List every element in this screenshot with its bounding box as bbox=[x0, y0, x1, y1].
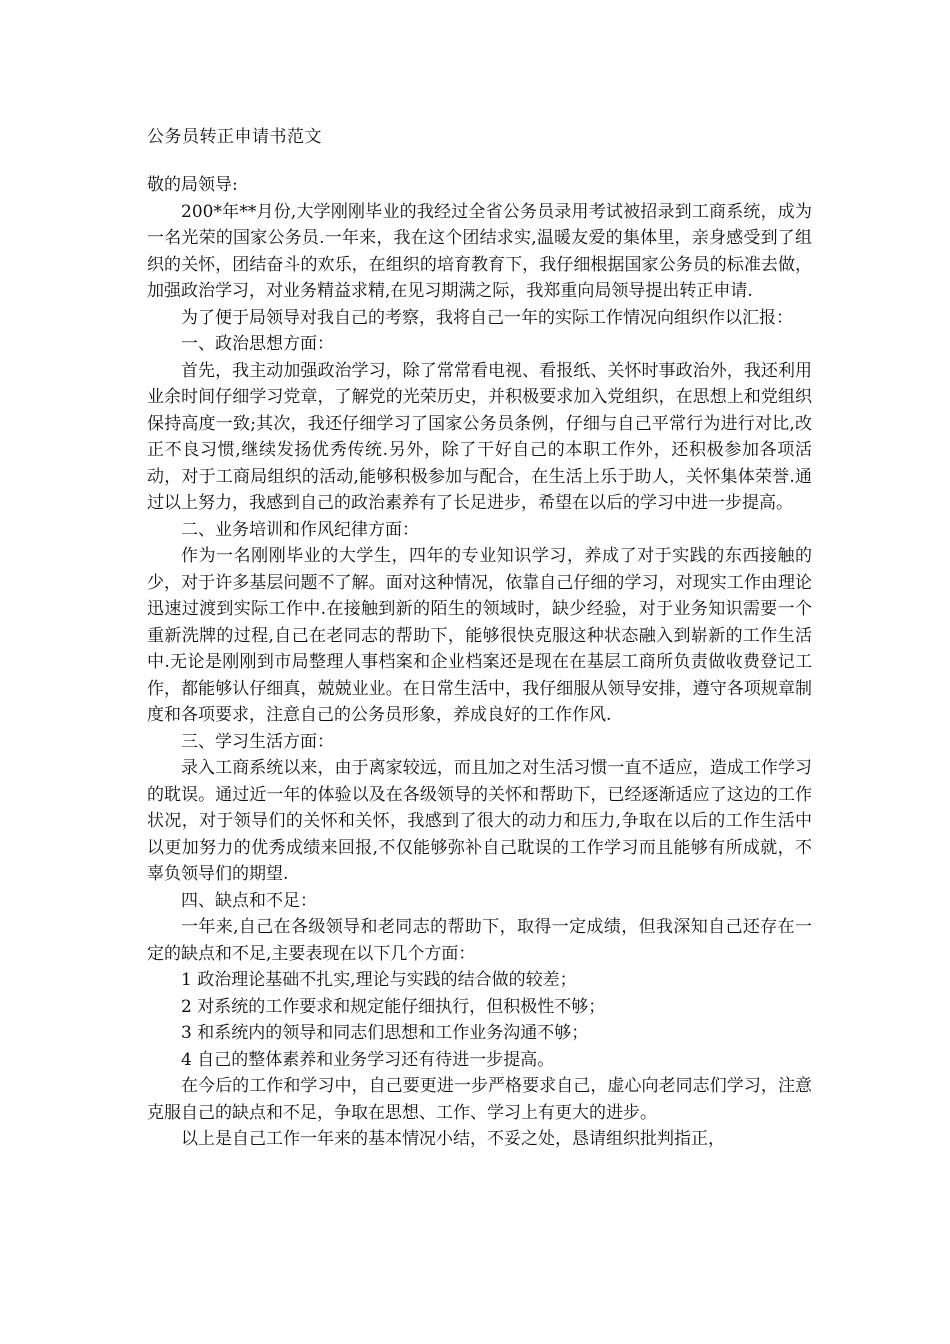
list-item-2: 2 对系统的工作要求和规定能仔细执行，但积极性不够； bbox=[181, 996, 606, 1017]
list-item-3: 3 和系统内的领导和同志们思想和工作业务沟通不够； bbox=[181, 1023, 589, 1043]
salutation: 敬的局领导: bbox=[147, 175, 238, 195]
paragraph-closing: 以上是自己工作一年来的基本情况小结，不妥之处，恳请组织批判指正， bbox=[181, 1129, 725, 1149]
list-item-1: 1 政治理论基础不扎实,理论与实践的结合做的较差； bbox=[181, 970, 577, 990]
section-heading-political: 一、政治思想方面： bbox=[181, 334, 334, 354]
paragraph-shortcomings: 一年来,自己在各级领导和老同志的帮助下，取得一定成绩，但我深知自己还存在一定的缺点和不足,主要表现在以下几个方面： bbox=[147, 917, 812, 964]
paragraph-intro: 200*年**月份,大学刚刚毕业的我经过全省公务员录用考试被招录到工商系统，成为一名光荣的国家公务员.一年来，我在这个团结求实,温暖友爱的集体里，亲身感受到了组织的关怀，团结奋斗的欢乐，在组织的培育教育下，我仔细根据国家公务员的标准去做，加强政治学习，对业务精益求精,在见习期满之际，我郑重向局领导提出转正申请. bbox=[147, 201, 812, 301]
list-item-4: 4 自己的整体素养和业务学习还有待进一步提高。 bbox=[181, 1049, 555, 1070]
document-title: 公务员转正申请书范文 bbox=[147, 127, 322, 147]
document-body bbox=[147, 172, 812, 1153]
paragraph-training: 作为一名刚刚毕业的大学生，四年的专业知识学习，养成了对于实践的东西接触的少，对于许多基层问题不了解。面对这种情况，依靠自己仔细的学习，对现实工作由理论迅速过渡到实际工作中.在接触到新的陌生的领域时，缺少经验，对于业务知识需要一个重新洗牌的过程,自己在老同志的帮助下，能够很快克服这种状态融入到崭新的工作生活中.无论是刚刚到市局整理人事档案和企业档案还是现在在基层工商所负责做收费登记工作，都能够认仔细真，兢兢业业。在日常生活中，我仔细服从领导安排，遵守各项规章制度和各项要求，注意自己的公务员形象，养成良好的工作作风. bbox=[147, 546, 812, 725]
section-heading-study-life: 三、学习生活方面： bbox=[181, 731, 334, 752]
section-heading-shortcomings: 四、缺点和不足： bbox=[181, 890, 317, 911]
paragraph-study-life: 录入工商系统以来，由于离家较远，而且加之对生活习惯一直不适应，造成工作学习的耽误。通过近一年的体验以及在各级领导的关怀和帮助下，已经逐渐适应了这边的工作状况，对于领导们的关怀和关怀，我感到了很大的动力和压力,争取在以后的工作生活中以更加努力的优秀成绩来回报,不仅能够弥补自己耽误的工作学习而且能够有所成就，不辜负领导们的期望. bbox=[147, 758, 812, 884]
paragraph-political: 首先，我主动加强政治学习，除了常常看电视、看报纸、关怀时事政治外，我还利用业余时间仔细学习党章，了解党的光荣历史，并积极要求加入党组织，在思想上和党组织保持高度一致;其次，我还仔细学习了国家公务员条例，仔细与自己平常行为进行对比,改正不良习惯,继续发扬优秀传统.另外，除了干好自己的本职工作外，还积极参加各项活动，对于工商局组织的活动,能够积极参加与配合，在生活上乐于助人，关怀集体荣誉.通过以上努力，我感到自己的政治素养有了长足进步，希望在以后的学习中进一步提高。 bbox=[147, 360, 812, 513]
section-heading-training: 二、业务培训和作风纪律方面： bbox=[181, 519, 419, 540]
paragraph-report: 为了便于局领导对我自己的考察，我将自己一年的实际工作情况向组织作以汇报： bbox=[181, 307, 793, 328]
paragraph-future: 在今后的工作和学习中，自己要更进一步严格要求自己，虚心向老同志们学习，注意克服自己的缺点和不足，争取在思想、工作、学习上有更大的进步。 bbox=[147, 1076, 812, 1123]
